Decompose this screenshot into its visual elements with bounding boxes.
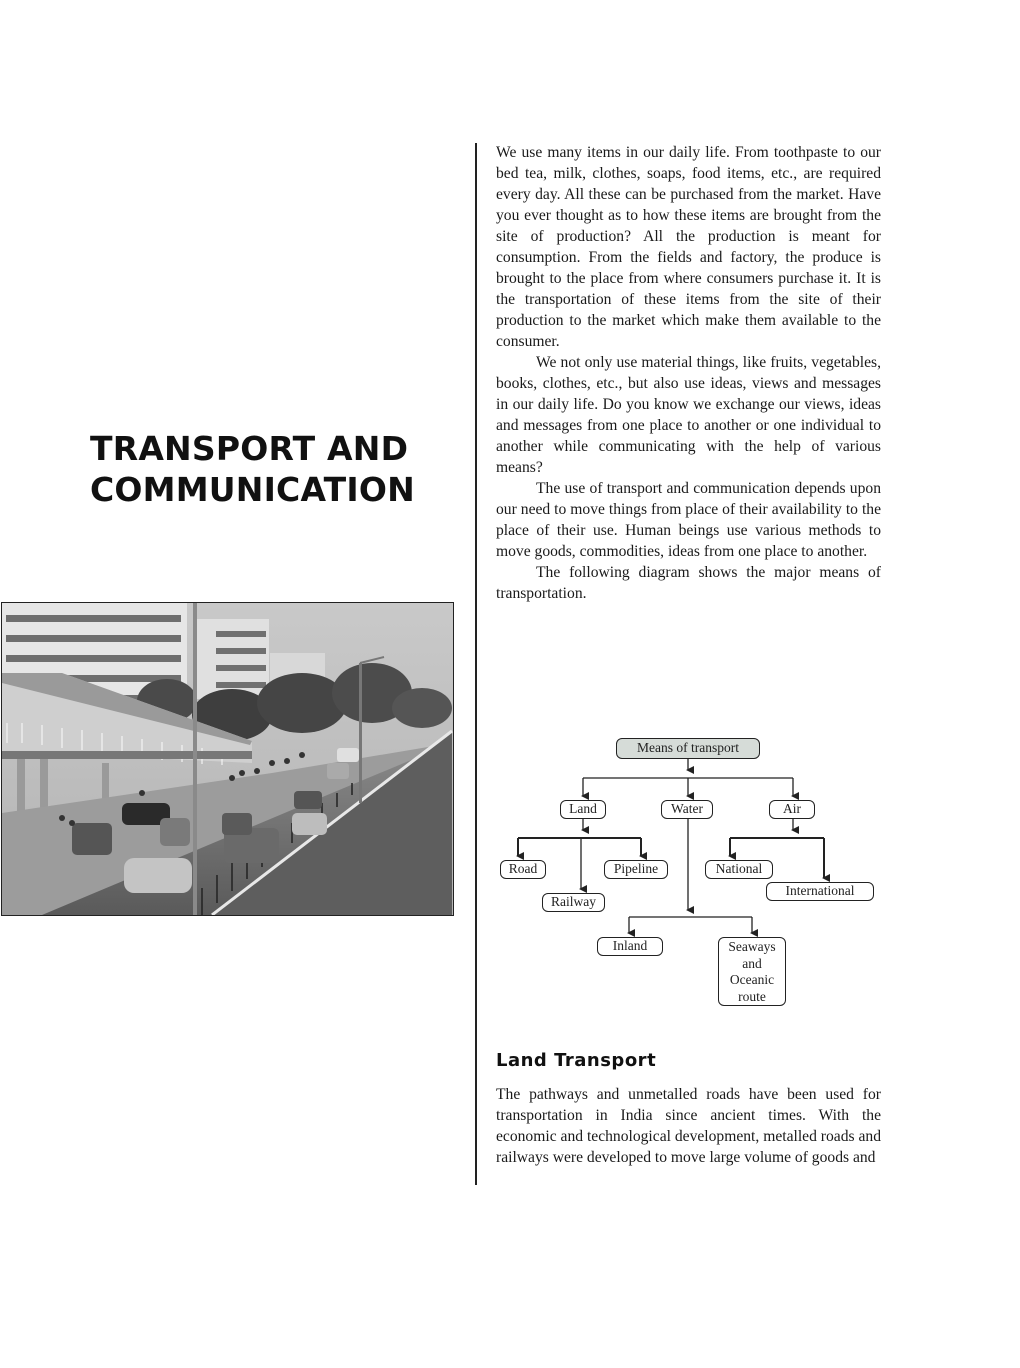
city-traffic-photo [1,602,454,916]
intro-paragraph-1: We use many items in our daily life. From toothpaste to our bed tea, milk, clothes, soaps, food items, etc., are required every day. All these can be purchased from the market. Have you ever thought as to how these items are brought from the site of production? All the production is meant for consumption. From the fields and factory, the produce is brought to the place from where consumers purchase it. It is the transportation of these items from the site of their production to the market which make them available to the consumer. [496,144,881,350]
node-international: International [766,882,874,901]
chapter-title-line-1: TRANSPORT AND [90,429,409,468]
node-pipeline: Pipeline [604,860,668,879]
node-air: Air [769,800,815,819]
means-of-transport-diagram [495,730,885,1020]
node-land: Land [560,800,606,819]
column-divider-rule [475,143,477,1185]
node-national: National [705,860,773,879]
land-transport-text [496,1084,881,1168]
intro-paragraph-2: We not only use material things, like fruits, vegetables, books, clothes, etc., but also use ideas, views and messages in our daily life. Do you know we exchange our views, ideas and messages from one place to another or one individual to another while communicating with the help of various means? [496,354,881,476]
intro-text [496,142,881,604]
node-road: Road [500,860,546,879]
intro-paragraph-4: The following diagram shows the major means of transportation. [496,564,881,602]
photo-illustration [2,603,453,915]
node-means-of-transport: Means of transport [616,738,760,759]
chapter-title-line-2: COMMUNICATION [90,470,415,509]
node-inland: Inland [597,937,663,956]
section-heading-land-transport: Land Transport [496,1050,657,1071]
chapter-title [90,428,450,510]
land-transport-paragraph: The pathways and unmetalled roads have been used for transportation in India since ancient times. With the economic and technological development, metalled roads and railways were developed to move large volume of goods and [496,1086,881,1166]
intro-paragraph-3: The use of transport and communication depends upon our need to move things from place of their availability to the place of their use. Human beings use various methods to move goods, commodities, ideas from one place to another. [496,480,881,560]
node-water: Water [661,800,713,819]
node-railway: Railway [542,893,605,912]
node-seaways-and-oceanic-route: Seaways and Oceanic route [718,937,786,1006]
diagram-connectors [495,730,885,1020]
